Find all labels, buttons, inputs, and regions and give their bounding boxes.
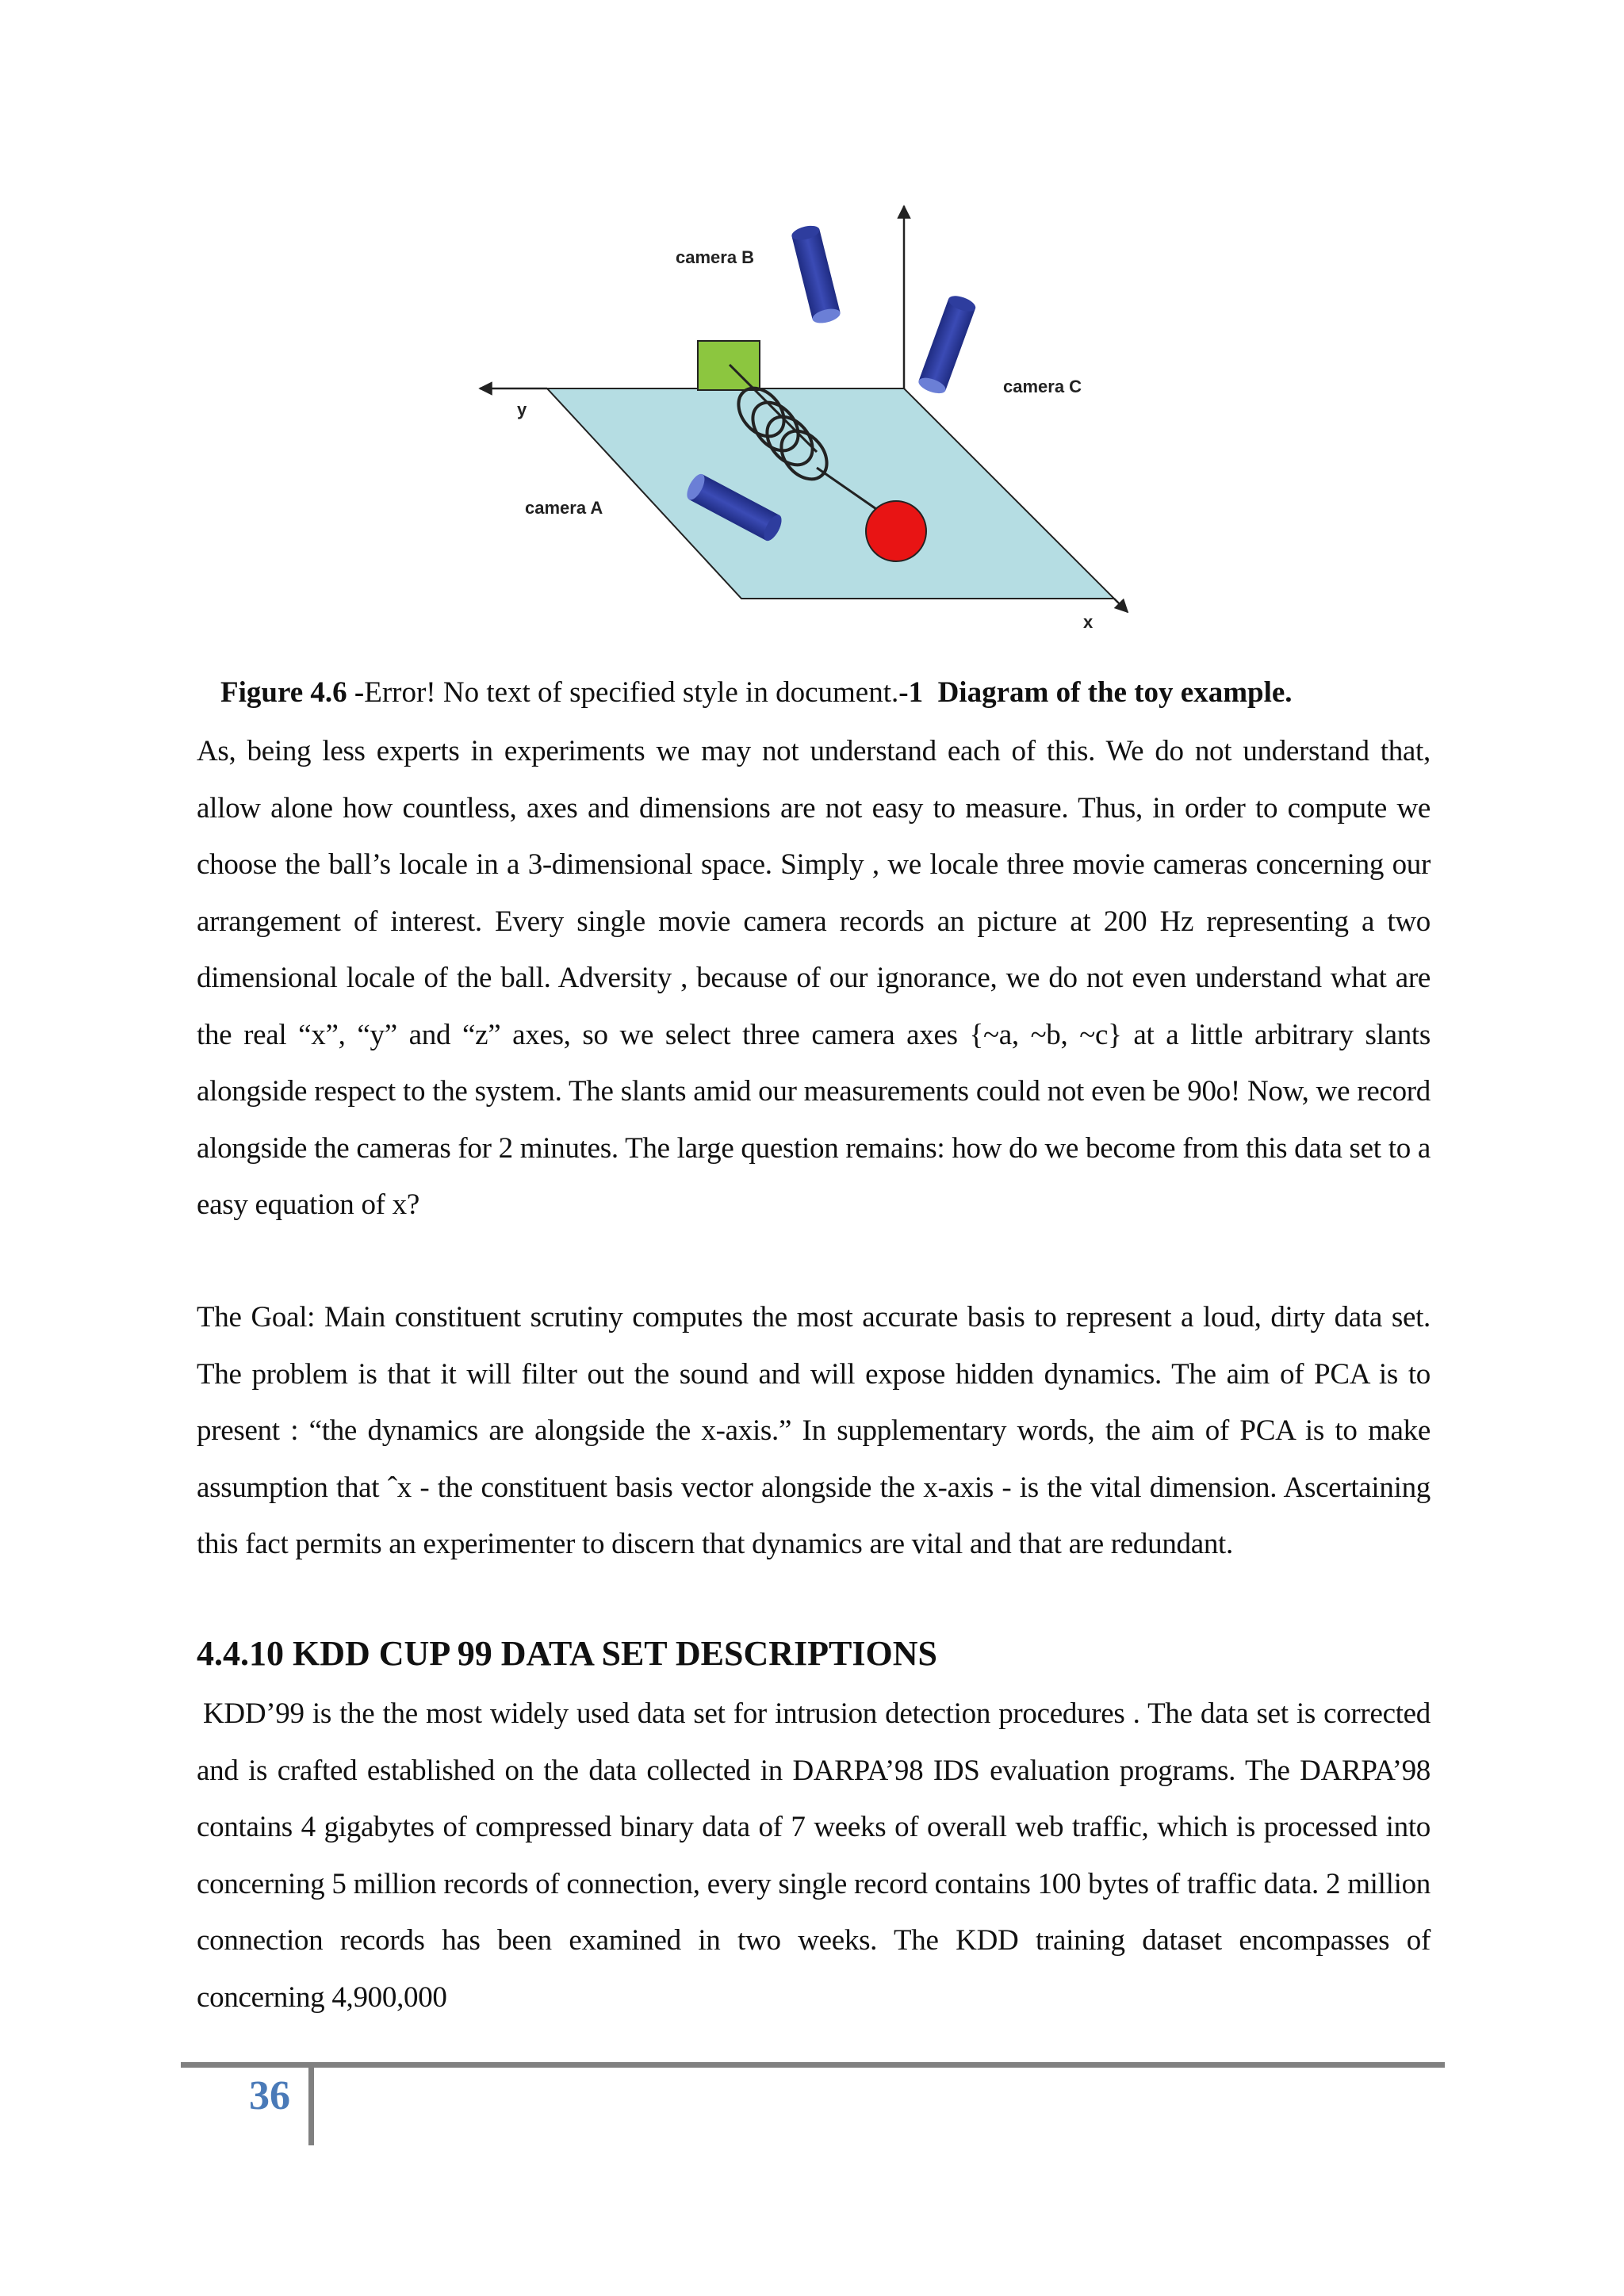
caption-title: Diagram of the toy example. [937, 676, 1293, 709]
paragraph-experiment [197, 723, 1431, 1234]
y-axis-label: y [517, 400, 527, 419]
paragraph-kdd [197, 1686, 1431, 2026]
section-heading: 4.4.10 KDD CUP 99 DATA SET DESCRIPTIONS [197, 1634, 937, 1673]
figure-caption [220, 672, 1426, 714]
paragraph-goal [197, 1289, 1431, 1573]
plane [547, 388, 1114, 599]
camera-b-icon [791, 224, 842, 326]
x-axis [1114, 599, 1128, 612]
page-number: 36 [249, 2073, 290, 2118]
paragraph-text: The Goal: Main constituent scrutiny computes the most accurate basis to represent a loud, dirty data set. The problem is that it will filter out the sound and will expose hidden dynamics. The aim of PCA is to present : “the dynamics are alongside the x-axis.” In supplementary words, the aim of PCA is to make assumption that ˆx - the constituent basis vector alongside the x-axis - is the vital dimension. Ascertaining this fact permits an experimenter to discern that dynamics are vital and that are redundant. [197, 1301, 1431, 1560]
ball [866, 501, 926, 561]
toy-example-diagram [444, 198, 1158, 642]
footer-divider [308, 2066, 314, 2145]
camera-b-label: camera B [676, 247, 755, 267]
camera-c-icon [917, 293, 978, 396]
paragraph-text: KDD’99 is the the most widely used data set for intrusion detection procedures . The data set is corrected and is crafted established on the data collected in DARPA’98 IDS evaluation programs. The DARPA’98 contains 4 gigabytes of compressed binary data of 7 weeks of overall web traffic, which is processed into concerning 5 million records of connection, every single record contains 100 bytes of traffic data. 2 million connection records has been examined in two weeks. The KDD training dataset encompasses of concerning 4,900,000 [197, 1697, 1431, 2014]
footer-rule [181, 2062, 1445, 2068]
paragraph-text: As, being less experts in experiments we may not understand each of this. We do not understand that, allow alone how countless, axes and dimensions are not easy to measure. Thus, in order to compute we choose the ball’s locale in a 3-dimensional space. Simply , we locale three movie cameras concerning our arrangement of interest. Every single movie camera records an picture at 200 Hz representing a two dimensional locale of the ball. Adversity , because of our ignorance, we do not even understand what are the real “x”, “y” and “z” axes, so we select three camera axes {~a, ~b, ~c} at a little arbitrary slants alongside respect to the system. The slants amid our measurements could not even be 90o! Now, we record alongside the cameras for 2 minutes. The large question remains: how do we become from this data set to a easy equation of x? [197, 735, 1431, 1221]
caption-number: -1 [898, 676, 924, 709]
caption-error-text: Error! No text of specified style in document. [364, 676, 899, 709]
camera-a-label: camera A [525, 498, 603, 518]
camera-c-label: camera C [1003, 377, 1082, 396]
figure-toy-example [444, 198, 1158, 642]
x-axis-label: x [1083, 612, 1094, 632]
figure-label: Figure 4.6 - [220, 676, 365, 709]
